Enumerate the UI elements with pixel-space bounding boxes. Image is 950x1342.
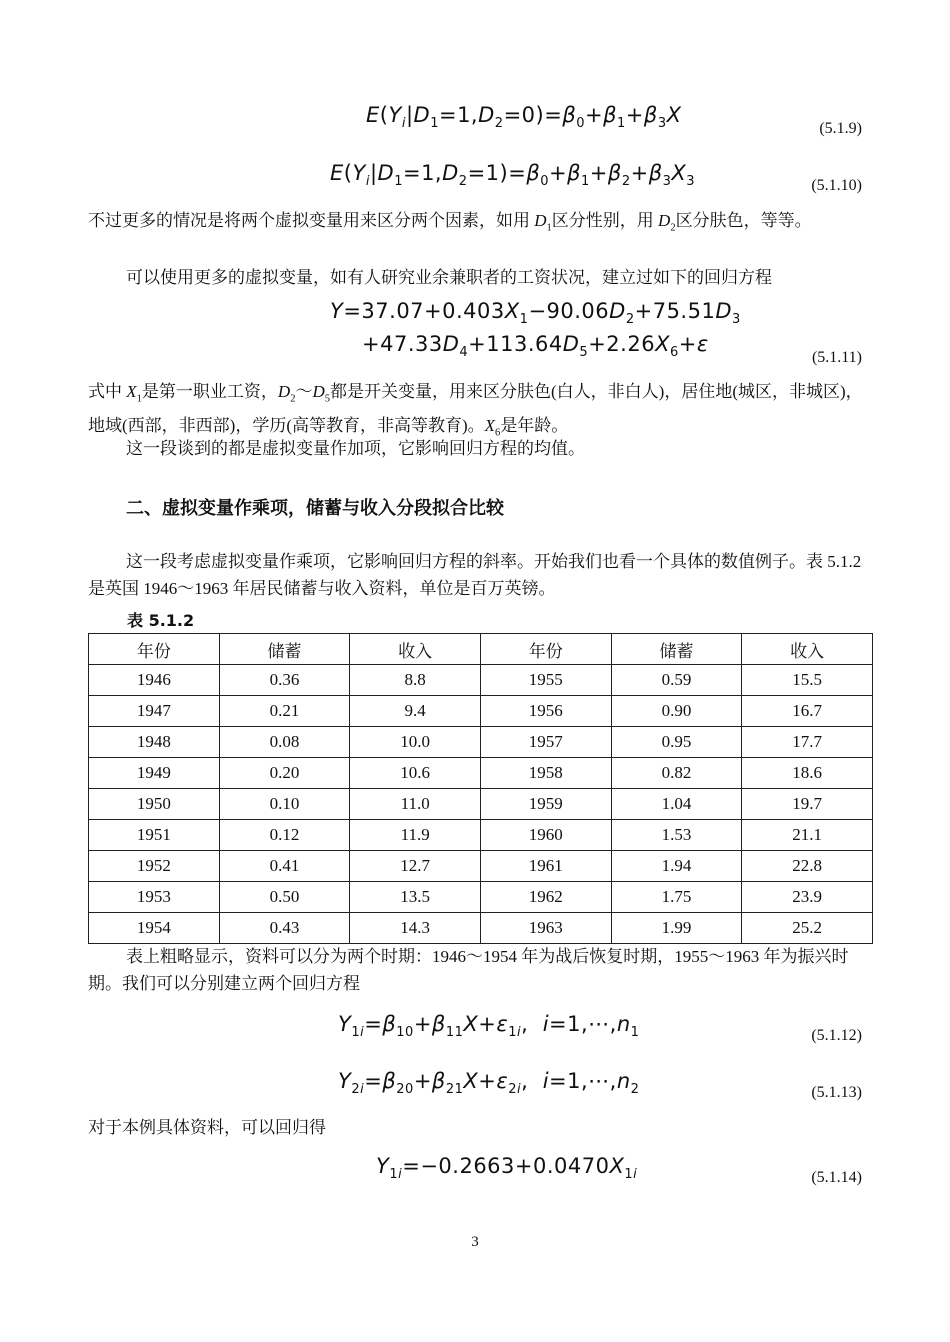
- paragraph-two-periods: 表上粗略显示，资料可以分为两个时期：1946～1954 年为战后恢复时期，1955～1963 年为振兴时期。我们可以分别建立两个回归方程: [88, 947, 849, 993]
- equation-5-1-13: $Y_{2i}=\beta_{20}+\beta_{21}X+\varepsilon_{2i}$, $i=1,\cdots,n_2$: [338, 1069, 640, 1098]
- equation-number: (5.1.10): [811, 177, 862, 194]
- table-cell: 1950: [89, 789, 220, 820]
- table-cell: 1952: [89, 851, 220, 882]
- table-cell: 1.94: [611, 851, 742, 882]
- table-cell: 17.7: [742, 727, 873, 758]
- table-cell: 16.7: [742, 696, 873, 727]
- table-cell: 1951: [89, 820, 220, 851]
- paragraph-additive-dummy: 这一段谈到的都是虚拟变量作加项，它影响回归方程的均值。: [126, 439, 585, 458]
- table-cell: 1.53: [611, 820, 742, 851]
- paragraph-more-dummies: 可以使用更多的虚拟变量，如有人研究业余兼职者的工资状况，建立过如下的回归方程: [126, 268, 772, 287]
- table-cell: 1961: [480, 851, 611, 882]
- table-row: [89, 913, 873, 944]
- table-row: [89, 696, 873, 727]
- table-cell: 1954: [89, 913, 220, 944]
- table-row: [89, 851, 873, 882]
- table-cell: 1957: [480, 727, 611, 758]
- table-cell: 12.7: [350, 851, 481, 882]
- table-cell: 1958: [480, 758, 611, 789]
- equation-5-1-11-line2: $+47.33D_4+113.64D_5+2.26X_6+\varepsilon$: [362, 332, 709, 361]
- table-cell: 1963: [480, 913, 611, 944]
- table-cell: 0.50: [219, 882, 350, 913]
- table-cell: 0.21: [219, 696, 350, 727]
- equation-number: (5.1.13): [811, 1084, 862, 1101]
- table-cell: 0.20: [219, 758, 350, 789]
- table-cell: 1.99: [611, 913, 742, 944]
- equation-number: (5.1.14): [811, 1169, 862, 1186]
- table-row: [89, 789, 873, 820]
- table-cell: 0.12: [219, 820, 350, 851]
- table-cell: 1953: [89, 882, 220, 913]
- table-cell: 0.41: [219, 851, 350, 882]
- equation-5-1-11-line1: $Y=37.07+0.403X_1-90.06D_2+75.51D_3$: [330, 299, 741, 328]
- table-cell: 1949: [89, 758, 220, 789]
- table-cell: 1962: [480, 882, 611, 913]
- table-row: [89, 820, 873, 851]
- table-row: [89, 758, 873, 789]
- table-cell: 1947: [89, 696, 220, 727]
- table-header-row: [89, 634, 873, 665]
- table-cell: 18.6: [742, 758, 873, 789]
- table-cell: 0.43: [219, 913, 350, 944]
- column-header: 储蓄: [219, 634, 350, 665]
- paragraph-dummy-two-factors: 不过更多的情况是将两个虚拟变量用来区分两个因素，如用 $D_1$区分性别，用 $D_2$区分肤色，等等。: [88, 211, 812, 234]
- table-cell: 15.5: [742, 665, 873, 696]
- table-cell: 0.59: [611, 665, 742, 696]
- table-cell: 1.75: [611, 882, 742, 913]
- table-cell: 9.4: [350, 696, 481, 727]
- table-cell: 1956: [480, 696, 611, 727]
- column-header: 收入: [742, 634, 873, 665]
- table-caption: 表 5.1.2: [127, 611, 195, 630]
- table-cell: 10.6: [350, 758, 481, 789]
- table-row: [89, 665, 873, 696]
- paragraph-variable-definitions: 式中 $X_1$是第一职业工资，$D_2\sim D_5$都是开关变量，用来区分肤色(白人，非白人)，居住地(城区，非城区)，地域(西部，非西部)，学历(高等教育，非高等教育)。$X_6$是年龄。: [88, 382, 863, 439]
- table-cell: 13.5: [350, 882, 481, 913]
- table-cell: 0.95: [611, 727, 742, 758]
- table-cell: 25.2: [742, 913, 873, 944]
- table-cell: 11.9: [350, 820, 481, 851]
- page-number: 3: [471, 1234, 479, 1250]
- savings-income-table: [88, 633, 873, 944]
- equation-5-1-9: $E(Y_i|D_1=1,D_2=0)=\beta_0+\beta_1+\beta_3X$: [366, 103, 682, 132]
- table-cell: 10.0: [350, 727, 481, 758]
- equation-number: (5.1.11): [811, 349, 862, 366]
- column-header: 年份: [480, 634, 611, 665]
- equation-number: (5.1.12): [811, 1027, 862, 1044]
- column-header: 收入: [350, 634, 481, 665]
- table-cell: 1955: [480, 665, 611, 696]
- section-heading: 二、虚拟变量作乘项，储蓄与收入分段拟合比较: [126, 498, 504, 519]
- table-cell: 19.7: [742, 789, 873, 820]
- table-cell: 0.08: [219, 727, 350, 758]
- table-row: [89, 727, 873, 758]
- table-cell: 23.9: [742, 882, 873, 913]
- table-cell: 1960: [480, 820, 611, 851]
- table-cell: 0.82: [611, 758, 742, 789]
- paragraph-multiplicative-dummy: 这一段考虑虚拟变量作乘项，它影响回归方程的斜率。开始我们也看一个具体的数值例子。表 5.1.2 是英国 1946～1963 年居民储蓄与收入资料，单位是百万英镑。: [88, 552, 862, 598]
- table-cell: 21.1: [742, 820, 873, 851]
- column-header: 储蓄: [611, 634, 742, 665]
- table-cell: 0.10: [219, 789, 350, 820]
- column-header: 年份: [89, 634, 220, 665]
- table-cell: 8.8: [350, 665, 481, 696]
- equation-5-1-12: $Y_{1i}=\beta_{10}+\beta_{11}X+\varepsilon_{1i}$, $i=1,\cdots,n_1$: [338, 1012, 640, 1041]
- equation-number: (5.1.9): [819, 120, 862, 137]
- table-cell: 1.04: [611, 789, 742, 820]
- table-cell: 1946: [89, 665, 220, 696]
- equation-5-1-10: $E(Y_i|D_1=1,D_2=1)=\beta_0+\beta_1+\beta_2+\beta_3X_3$: [330, 161, 696, 190]
- table-row: [89, 882, 873, 913]
- paragraph-regression-result: 对于本例具体资料，可以回归得: [88, 1118, 326, 1137]
- table-cell: 22.8: [742, 851, 873, 882]
- table-cell: 1948: [89, 727, 220, 758]
- table-cell: 0.90: [611, 696, 742, 727]
- table-cell: 11.0: [350, 789, 481, 820]
- table-cell: 1959: [480, 789, 611, 820]
- equation-5-1-14: $Y_{1i}=-0.2663+0.0470X_{1i}$: [376, 1154, 638, 1183]
- table-cell: 14.3: [350, 913, 481, 944]
- table-cell: 0.36: [219, 665, 350, 696]
